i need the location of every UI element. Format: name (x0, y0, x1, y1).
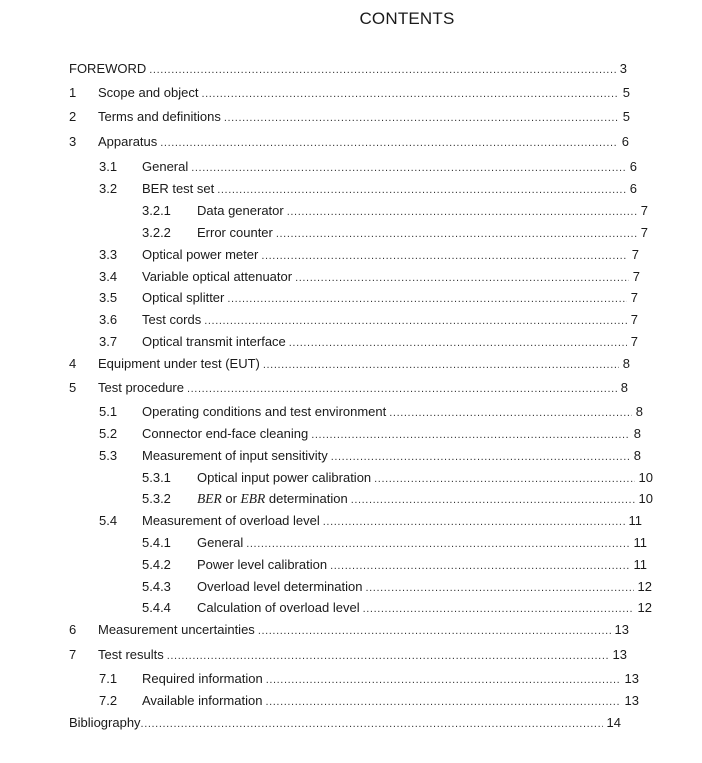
label-connector: or (221, 491, 241, 506)
toc-dot-leader (276, 225, 637, 243)
toc-entry-3-3[interactable] (99, 246, 639, 264)
page-title: CONTENTS (359, 9, 455, 28)
toc-dot-leader (160, 134, 618, 152)
toc-entry-number: 5.4.2 (142, 557, 171, 572)
toc-entry-number: 5.4.4 (142, 600, 171, 615)
toc-entry-page: 3 (619, 61, 627, 76)
toc-entry-label: Required information (142, 671, 263, 686)
toc-entry-5-4[interactable] (99, 512, 642, 530)
toc-entry-3-2[interactable] (99, 180, 637, 198)
toc-dot-leader (167, 647, 609, 665)
toc-entry-5-4-2[interactable] (142, 556, 647, 574)
toc-entry-page: 7 (640, 203, 648, 218)
toc-entry-label: Variable optical attenuator (142, 269, 293, 284)
toc-entry-page: 11 (633, 535, 647, 550)
toc-entry-label: Terms and definitions (98, 109, 221, 124)
toc-dot-leader (149, 61, 615, 79)
toc-entry-label (197, 490, 351, 508)
toc-entry-5-4-4[interactable] (142, 599, 652, 617)
toc-entry-label: Error counter (197, 225, 273, 240)
toc-entry-label: Optical transmit interface (142, 334, 286, 349)
toc-entry-eut[interactable] (69, 355, 630, 373)
toc-entry-page: 7 (640, 225, 648, 240)
toc-entry-number: 3.2 (99, 181, 118, 196)
toc-entry-page: 13 (614, 622, 629, 637)
toc-entry-label: Bibliography (69, 715, 141, 730)
toc-dot-leader (287, 203, 637, 221)
toc-entry-page: 12 (637, 600, 652, 615)
toc-entry-label: Measurement of input sensitivity (142, 448, 328, 463)
toc-entry-label: Power level calibration (197, 557, 328, 572)
toc-entry-number: 3.4 (99, 269, 118, 284)
toc-entry-3-5[interactable] (99, 289, 638, 307)
toc-entry-label: Optical power meter (142, 247, 259, 262)
toc-entry-5-1[interactable] (99, 403, 643, 421)
toc-entry-page: 5 (622, 85, 630, 100)
toc-entry-number: 5.4.1 (142, 535, 171, 550)
toc-entry-test-procedure[interactable] (69, 379, 628, 397)
toc-entry-label: BER test set (142, 181, 215, 196)
toc-entry-label: Scope and object (98, 85, 199, 100)
toc-entry-label: Connector end-face cleaning (142, 426, 309, 441)
toc-dot-leader (266, 671, 621, 689)
toc-entry-3-2-2[interactable] (142, 224, 648, 242)
toc-entry-label: General (197, 535, 244, 550)
toc-dot-leader (365, 579, 633, 597)
toc-entry-number: 1 (69, 85, 77, 100)
toc-dot-leader (141, 715, 603, 733)
toc-entry-number: 5.4.3 (142, 579, 171, 594)
toc-entry-3-2-1[interactable] (142, 202, 648, 220)
toc-dot-leader (187, 380, 617, 398)
toc-entry-number: 5.1 (99, 404, 118, 419)
toc-entry-number: 3 (69, 134, 77, 149)
toc-dot-leader (330, 557, 629, 575)
toc-dot-leader (217, 181, 626, 199)
toc-entry-page: 11 (628, 513, 642, 528)
toc-entry-number: 5.3.2 (142, 491, 171, 506)
toc-entry-label: Equipment under test (EUT) (98, 356, 260, 371)
toc-dot-leader (246, 535, 629, 553)
toc-entry-page: 10 (638, 491, 653, 506)
toc-dot-leader (331, 448, 630, 466)
toc-entry-page: 6 (629, 181, 637, 196)
toc-entry-page: 6 (621, 134, 629, 149)
toc-entry-page: 8 (622, 356, 630, 371)
toc-dot-leader (201, 85, 618, 103)
toc-entry-label: Measurement of overload level (142, 513, 320, 528)
toc-entry-number: 7.2 (99, 693, 118, 708)
toc-entry-label: Operating conditions and test environment (142, 404, 387, 419)
toc-entry-label: Calculation of overload level (197, 600, 360, 615)
toc-entry-number: 5.2 (99, 426, 118, 441)
toc-dot-leader (389, 404, 632, 422)
toc-entry-5-3-1[interactable] (142, 469, 653, 487)
toc-entry-page: 10 (638, 470, 653, 485)
toc-dot-leader (295, 269, 629, 287)
toc-dot-leader (261, 247, 627, 265)
toc-entry-number: 5 (69, 380, 77, 395)
toc-entry-page: 8 (633, 426, 641, 441)
toc-entry-label: Measurement uncertainties (98, 622, 255, 637)
toc-entry-number: 7 (69, 647, 77, 662)
toc-entry-7-1[interactable] (99, 670, 639, 688)
toc-entry-scope[interactable] (69, 84, 630, 102)
toc-entry-page: 7 (630, 290, 638, 305)
toc-entry-3-7[interactable] (99, 333, 638, 351)
toc-entry-foreword[interactable] (69, 60, 627, 78)
toc-entry-terms[interactable] (69, 108, 630, 126)
toc-dot-leader (363, 600, 634, 618)
toc-entry-number: 6 (69, 622, 77, 637)
toc-entry-test-results[interactable] (69, 646, 627, 664)
toc-dot-leader (374, 470, 634, 488)
toc-entry-number: 2 (69, 109, 77, 124)
toc-entry-page: 13 (612, 647, 627, 662)
toc-entry-number: 5.3.1 (142, 470, 171, 485)
toc-entry-label: General (142, 159, 189, 174)
toc-entry-5-3-2[interactable] (142, 490, 653, 508)
toc-entry-label: Available information (142, 693, 263, 708)
toc-entry-page: 11 (633, 557, 647, 572)
toc-entry-label: FOREWORD (69, 61, 147, 76)
toc-entry-label: Test procedure (98, 380, 184, 395)
toc-entry-number: 3.1 (99, 159, 118, 174)
toc-entry-page: 8 (633, 448, 641, 463)
toc-dot-leader (227, 290, 626, 308)
toc-entry-5-3[interactable] (99, 447, 641, 465)
toc-entry-5-2[interactable] (99, 425, 641, 443)
toc-dot-leader (289, 334, 627, 352)
toc-entry-label: Optical input power calibration (197, 470, 372, 485)
toc-entry-page: 13 (624, 671, 639, 686)
label-suffix: determination (265, 491, 348, 506)
toc-entry-number: 3.5 (99, 290, 118, 305)
toc-entry-label: Test cords (142, 312, 202, 327)
toc-entry-number: 7.1 (99, 671, 118, 686)
toc-entry-number: 3.2.1 (142, 203, 171, 218)
toc-entry-label: Test results (98, 647, 164, 662)
toc-entry-number: 4 (69, 356, 77, 371)
toc-entry-label: Optical splitter (142, 290, 225, 305)
toc-entry-uncertainties[interactable] (69, 621, 629, 639)
toc-entry-page: 7 (630, 312, 638, 327)
ebr-abbreviation: EBR (240, 491, 266, 506)
toc-entry-number: 3.6 (99, 312, 118, 327)
toc-entry-number: 3.3 (99, 247, 118, 262)
toc-dot-leader (263, 356, 619, 374)
toc-entry-number: 3.2.2 (142, 225, 171, 240)
toc-dot-leader (258, 622, 611, 640)
ber-abbreviation: BER (197, 491, 222, 506)
toc-dot-leader (224, 109, 619, 127)
toc-entry-5-4-3[interactable] (142, 578, 652, 596)
toc-entry-page: 13 (624, 693, 639, 708)
toc-entry-page: 8 (620, 380, 628, 395)
toc-entry-page: 7 (631, 247, 639, 262)
toc-entry-number: 3.7 (99, 334, 118, 349)
toc-dot-leader (265, 693, 620, 711)
toc-entry-number: 5.4 (99, 513, 118, 528)
toc-entry-5-4-1[interactable] (142, 534, 647, 552)
toc-entry-page: 6 (629, 159, 637, 174)
toc-entry-page: 7 (630, 334, 638, 349)
toc-entry-bibliography[interactable] (69, 714, 621, 732)
toc-entry-number: 5.3 (99, 448, 118, 463)
toc-entry-page: 12 (637, 579, 652, 594)
toc-entry-page: 7 (632, 269, 640, 284)
toc-dot-leader (191, 159, 626, 177)
toc-entry-label: Overload level determination (197, 579, 363, 594)
toc-dot-leader (351, 491, 635, 509)
toc-dot-leader (204, 312, 627, 330)
toc-entry-apparatus[interactable] (69, 133, 629, 151)
toc-entry-3-4[interactable] (99, 268, 640, 286)
toc-entry-page: 14 (606, 715, 621, 730)
toc-entry-3-6[interactable] (99, 311, 638, 329)
toc-entry-3-1[interactable] (99, 158, 637, 176)
toc-dot-leader (311, 426, 630, 444)
toc-entry-label: Apparatus (98, 134, 158, 149)
toc-entry-page: 8 (635, 404, 643, 419)
toc-dot-leader (323, 513, 625, 531)
toc-entry-7-2[interactable] (99, 692, 639, 710)
toc-entry-page: 5 (622, 109, 630, 124)
toc-entry-label: Data generator (197, 203, 284, 218)
